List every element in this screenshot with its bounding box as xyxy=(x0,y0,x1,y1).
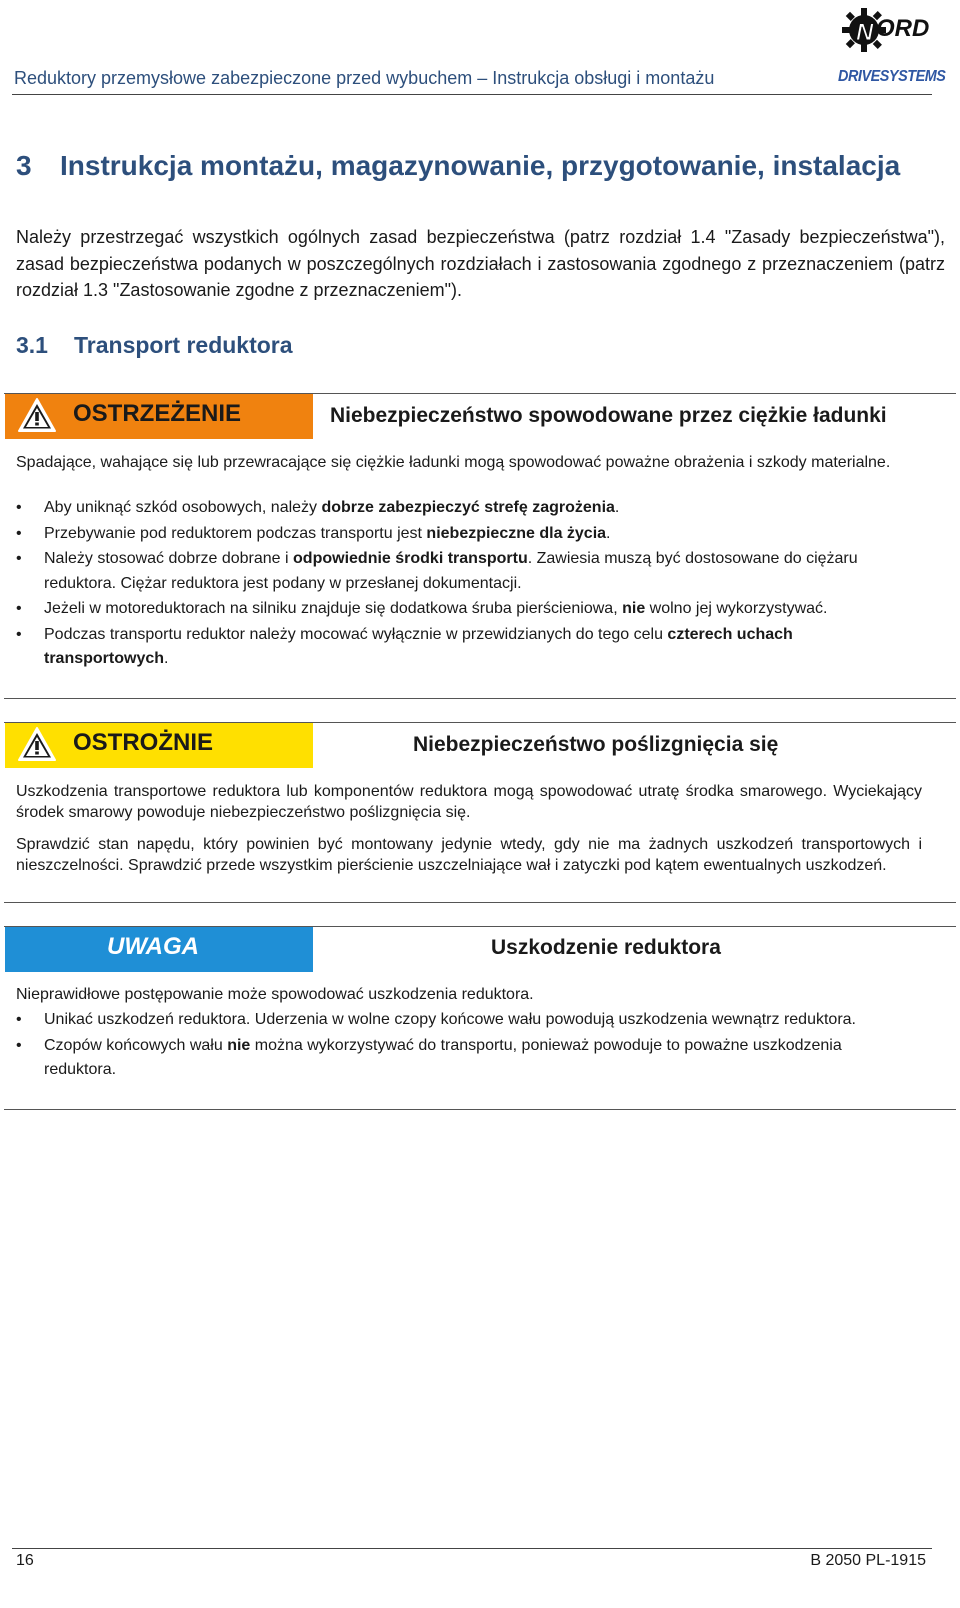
caution-label-cell xyxy=(5,723,313,768)
chapter-title-text: Instrukcja montażu, magazynowanie, przygotowanie, instalacja xyxy=(60,150,901,181)
header-divider xyxy=(12,94,932,95)
notice-label-cell xyxy=(5,927,313,972)
bullet-text: Jeżeli w motoreduktorach na silniku znajduje się dodatkowa śruba pierścieniowa, xyxy=(44,600,623,617)
bullet-emphasis: niebezpieczne dla życia xyxy=(426,524,607,542)
footer-divider xyxy=(12,1548,932,1549)
section-title xyxy=(16,332,293,359)
bullet-marker: • xyxy=(16,1011,22,1028)
notice-headline: Uszkodzenie reduktora xyxy=(491,936,721,959)
bullet-text: . xyxy=(614,499,620,516)
bullet-text: . Zawiesia muszą być dostosowane do ciężaru reduktora. Ciężar reduktora jest podany w przesłanej dokumentacji. xyxy=(44,550,858,592)
logo-text: DRIVESYSTEMS xyxy=(838,68,946,85)
bullet-marker: • xyxy=(16,1036,22,1054)
notice-bullet-list xyxy=(16,1008,896,1084)
notice-bullet-item xyxy=(16,1034,896,1083)
warning-bullet-item xyxy=(16,496,896,521)
warning-bullet-item xyxy=(16,547,896,596)
page-number: 16 xyxy=(16,1552,34,1569)
warning-label-cell xyxy=(5,394,313,439)
bullet-text: Podczas transportu reduktor należy mocować wyłącznie w przewidzianych do tego celu xyxy=(44,625,668,643)
document-title: Reduktory przemysłowe zabezpieczone przed wybuchem – Instrukcja obsługi i montażu xyxy=(14,68,715,88)
warning-bullet-list xyxy=(16,496,896,673)
caution-text-2: Sprawdzić stan napędu, który powinien być montowany jedynie wtedy, gdy nie ma żadnych uszkodzeń transportowych i nieszczelności. Sprawdzić przede wszystkim pierścienie uszczelniające wał i zatyczki pod kątem ewentualnych uszkodzeń. xyxy=(16,836,922,874)
bullet-text: Przebywanie pod reduktorem podczas transportu jest xyxy=(44,524,427,542)
caution-bottom-line xyxy=(4,902,956,903)
intro-paragraph: Należy przestrzegać wszystkich ogólnych zasad bezpieczeństwa (patrz rozdział 1.4 "Zasady bezpieczeństwa"), zasad bezpieczeństwa podanych w poszczególnych rozdziałach i zastosowania zgodnego z przeznaczeniem (patrz rozdział 1.3 "Zastosowanie zgodne z przeznaczeniem"). xyxy=(16,227,945,300)
caution-label: OSTROŻNIE xyxy=(73,729,214,756)
bullet-marker: • xyxy=(16,600,22,617)
bullet-text: Należy stosować dobrze dobrane i xyxy=(44,550,294,567)
document-id: B 2050 PL-1915 xyxy=(810,1552,926,1569)
warning-triangle-icon xyxy=(17,726,57,762)
bullet-text: wolno jej wykorzystywać. xyxy=(645,600,828,617)
warning-bullet-item xyxy=(16,597,896,622)
bullet-marker: • xyxy=(16,499,22,516)
bullet-text: Czopów końcowych wału xyxy=(44,1036,228,1054)
bullet-emphasis: nie xyxy=(622,600,646,617)
chapter-title xyxy=(16,150,900,182)
bullet-text: . xyxy=(164,650,169,667)
bullet-text: Aby uniknąć szkód osobowych, należy xyxy=(44,499,322,516)
notice-label: UWAGA xyxy=(107,933,199,960)
warning-bottom-line xyxy=(4,698,956,699)
warning-label: OSTRZEŻENIE xyxy=(73,400,242,427)
bullet-emphasis: nie xyxy=(227,1036,251,1054)
section-title-text: Transport reduktora xyxy=(74,332,293,358)
bullet-marker: • xyxy=(16,550,22,567)
bullet-emphasis: czterech uchach transportowych xyxy=(44,625,793,667)
bullet-text: . xyxy=(606,524,611,542)
bullet-marker: • xyxy=(16,625,22,643)
bullet-emphasis: dobrze zabezpieczyć strefę zagrożenia xyxy=(321,499,615,516)
caution-headline: Niebezpieczeństwo poślizgnięcia się xyxy=(413,733,779,756)
chapter-number: 3 xyxy=(16,150,32,181)
notice-bottom-line xyxy=(4,1109,956,1110)
caution-text-1: Uszkodzenia transportowe reduktora lub komponentów reduktora mogą spowodować utratę środka smarowego. Wyciekający środek smarowy powoduje niebezpieczeństwo poślizgnięcia się. xyxy=(16,783,922,821)
warning-bullet-item xyxy=(16,522,896,547)
notice-text: Nieprawidłowe postępowanie może spowodować uszkodzenia reduktora. xyxy=(16,986,534,1003)
warning-headline: Niebezpieczeństwo spowodowane przez ciężkie ładunki xyxy=(330,404,887,427)
svg-text:ORD: ORD xyxy=(876,15,930,42)
section-number: 3.1 xyxy=(16,332,48,358)
warning-triangle-icon xyxy=(17,397,57,433)
nord-gear-logo-icon xyxy=(842,6,930,66)
bullet-text: Unikać uszkodzeń reduktora. Uderzenia w wolne czopy końcowe wału powodują uszkodzenia wewnątrz reduktora. xyxy=(44,1011,856,1028)
notice-bullet-item xyxy=(16,1008,896,1033)
svg-text:N: N xyxy=(856,19,874,46)
warning-text: Spadające, wahające się lub przewracające się ciężkie ładunki mogą spowodować poważne obrażenia i szkody materialne. xyxy=(16,454,891,471)
bullet-marker: • xyxy=(16,524,22,542)
bullet-emphasis: odpowiednie środki transportu xyxy=(293,550,528,567)
bullet-text: można wykorzystywać do transportu, ponieważ powoduje to poważne uszkodzenia reduktora. xyxy=(44,1036,842,1078)
warning-bullet-item xyxy=(16,623,896,672)
nord-logo xyxy=(838,2,948,90)
